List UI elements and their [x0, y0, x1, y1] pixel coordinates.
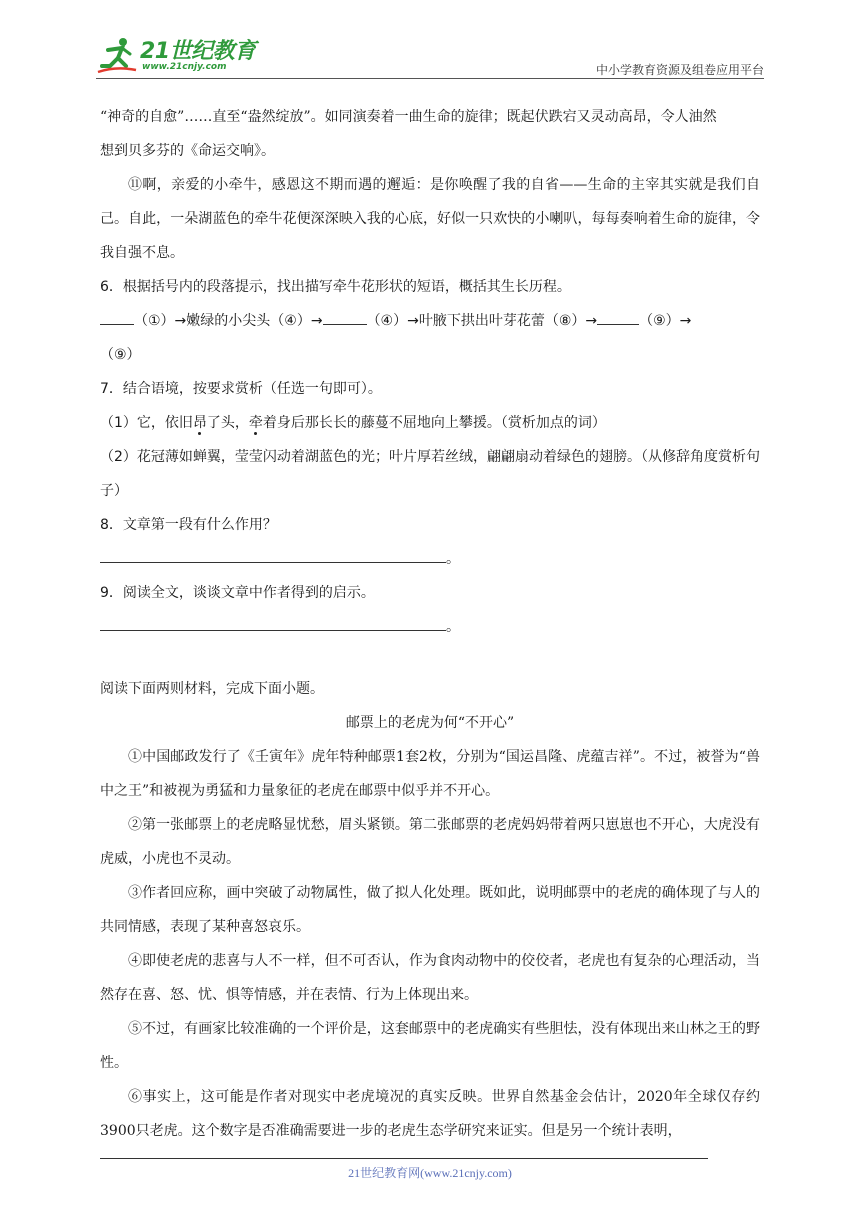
- chain-segment: （⑨）→: [639, 313, 692, 329]
- article-paragraph: ②第一张邮票上的老虎略显忧愁，眉头紧锁。第二张邮票的老虎妈妈带着两只崽崽也不开心，大虎没有虎威，小虎也不灵动。: [100, 817, 760, 867]
- article-paragraph: ①中国邮政发行了《壬寅年》虎年特种邮票1套2枚，分别为“国运昌隆、虎蕴吉祥”。不过，被誉为“兽中之王”和被视为勇猛和力量象征的老虎在邮票中似乎并不开心。: [100, 749, 760, 799]
- question-8: 8．文章第一段有什么作用？: [100, 517, 277, 533]
- reading-instruction: 阅读下面两则材料，完成下面小题。: [100, 681, 324, 697]
- article-paragraph: ④即使老虎的悲喜与人不一样，但不可否认，作为食肉动物中的佼佼者，老虎也有复杂的心理活动，当然存在喜、怒、忧、惧等情感，并在表情、行为上体现出来。: [100, 953, 760, 1003]
- header-divider: [96, 78, 764, 79]
- article-title: 邮票上的老虎为何“不开心”: [345, 715, 515, 731]
- footer-divider: [100, 1158, 708, 1159]
- question-9-answer: [100, 610, 760, 644]
- platform-name: 中小学教育资源及组卷应用平台: [595, 63, 764, 77]
- chain-segment: （①）→嫩绿的小尖头（④）→: [134, 313, 323, 329]
- answer-blank[interactable]: [100, 306, 134, 325]
- passage-line: “神奇的自愈”……直至“盎然绽放”。如同演奏着一曲生命的旋律；既起伏跌宕又灵动高昂，令人油然: [100, 109, 717, 125]
- period: 。: [446, 619, 460, 635]
- question-text: （1）它，依旧: [100, 415, 193, 431]
- question-text: 着身后那长长的藤蔓不屈地向上攀援。（赏析加点的词）: [262, 415, 606, 431]
- answer-blank[interactable]: [323, 306, 367, 325]
- question-7: 7．结合语境，按要求赏析（任选一句即可）。: [100, 381, 382, 397]
- site-logo[interactable]: [96, 32, 266, 76]
- answer-line[interactable]: [100, 544, 446, 563]
- question-7-1: [100, 406, 760, 440]
- question-text: 了头，: [206, 415, 249, 431]
- question-7-2: （2）花冠薄如蝉翼，莹莹闪动着湖蓝色的光；叶片厚若丝绒，翩翩扇动着绿色的翅膀。（从修辞角度赏析句子）: [100, 449, 760, 499]
- question-6-answer-chain: [100, 304, 760, 372]
- period: 。: [446, 551, 460, 567]
- chain-segment: （④）→叶腋下拱出叶芽花蕾（⑧）→: [366, 313, 598, 329]
- answer-line[interactable]: [100, 612, 446, 631]
- logo-text: 21世纪教育: [140, 39, 256, 64]
- chain-segment: （⑨）: [100, 347, 141, 363]
- document-body: [100, 100, 760, 1148]
- article-paragraph: ⑤不过，有画家比较准确的一个评价是，这套邮票中的老虎确实有些胆怯，没有体现出来山林之王的野性。: [100, 1021, 760, 1071]
- passage-line: 想到贝多芬的《命运交响》。: [100, 143, 275, 159]
- runner-logo-icon: [96, 36, 138, 74]
- dotted-word: 牵: [248, 415, 263, 431]
- article-paragraph: ③作者回应称，画中突破了动物属性，做了拟人化处理。既如此，说明邮票中的老虎的确体现了与人的共同情感，表现了某种喜怒哀乐。: [100, 885, 760, 935]
- passage-paragraph-11: ⑪啊，亲爱的小牵牛，感恩这不期而遇的邂逅：是你唤醒了我的自省——生命的主宰其实就是我们自己。自此，一朵湖蓝色的牵牛花便深深映入我的心底，好似一只欢快的小喇叭，每每奏响着生命的旋律，令我自强不息。: [100, 177, 760, 261]
- question-9: 9．阅读全文，谈谈文章中作者得到的启示。: [100, 585, 375, 601]
- dotted-word: 昂: [192, 415, 207, 431]
- section-gap: [100, 644, 760, 672]
- page-header: [96, 32, 764, 78]
- question-8-answer: [100, 542, 760, 576]
- answer-blank[interactable]: [597, 306, 639, 325]
- logo-url: www.21cnjy.com: [142, 62, 227, 72]
- question-6: 6．根据括号内的段落提示，找出描写牵牛花形状的短语，概括其生长历程。: [100, 279, 571, 295]
- article-paragraph: ⑥事实上，这可能是作者对现实中老虎境况的真实反映。世界自然基金会估计，2020年全球仅存约3900只老虎。这个数字是否准确需要进一步的老虎生态学研究来证实。但是另一个统计表明，: [100, 1089, 760, 1139]
- footer-link[interactable]: 21世纪教育网(www.21cnjy.com): [348, 1166, 512, 1180]
